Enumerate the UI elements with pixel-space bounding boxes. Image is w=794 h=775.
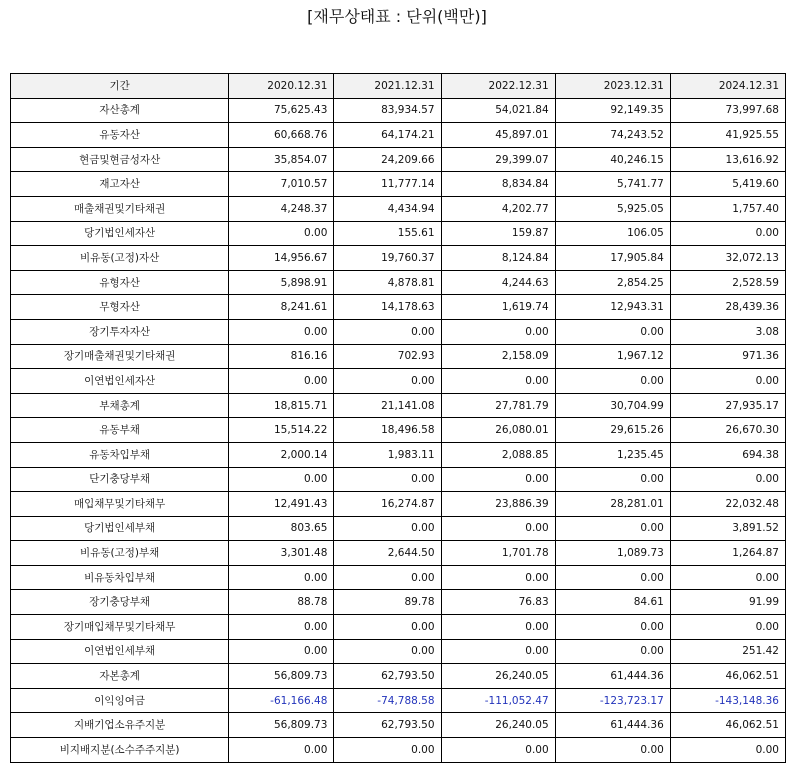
row-label: 이익잉여금	[11, 688, 229, 713]
value-cell: 4,248.37	[229, 196, 334, 221]
value-cell: 816.16	[229, 344, 334, 369]
row-label: 비유동(고정)부채	[11, 541, 229, 566]
value-cell: 971.36	[670, 344, 785, 369]
value-cell: 88.78	[229, 590, 334, 615]
value-cell: 74,243.52	[555, 123, 670, 148]
value-cell: 29,615.26	[555, 418, 670, 443]
row-label: 자본총계	[11, 664, 229, 689]
value-cell: 0.00	[670, 615, 785, 640]
value-cell: 32,072.13	[670, 246, 785, 271]
value-cell: 8,834.84	[441, 172, 555, 197]
value-cell: 3,301.48	[229, 541, 334, 566]
value-cell: 0.00	[441, 516, 555, 541]
value-cell: 1,757.40	[670, 196, 785, 221]
value-cell: 0.00	[555, 369, 670, 394]
value-cell: 251.42	[670, 639, 785, 664]
value-cell: 2,644.50	[334, 541, 441, 566]
value-cell: 1,235.45	[555, 442, 670, 467]
table-row	[11, 319, 786, 344]
value-cell: 8,124.84	[441, 246, 555, 271]
header-year: 2023.12.31	[555, 74, 670, 99]
value-cell: 23,886.39	[441, 492, 555, 517]
value-cell: 0.00	[229, 738, 334, 763]
value-cell: 0.00	[441, 738, 555, 763]
value-cell: 694.38	[670, 442, 785, 467]
value-cell: 3,891.52	[670, 516, 785, 541]
value-cell: 0.00	[441, 565, 555, 590]
value-cell: 26,240.05	[441, 664, 555, 689]
row-label: 장기투자자산	[11, 319, 229, 344]
value-cell: 2,528.59	[670, 270, 785, 295]
row-label: 장기매출채권및기타채권	[11, 344, 229, 369]
value-cell: 0.00	[229, 639, 334, 664]
value-cell: 91.99	[670, 590, 785, 615]
value-cell: 1,983.11	[334, 442, 441, 467]
table-row	[11, 147, 786, 172]
value-cell: 12,491.43	[229, 492, 334, 517]
value-cell: 155.61	[334, 221, 441, 246]
value-cell: 0.00	[334, 639, 441, 664]
table-row	[11, 639, 786, 664]
value-cell: 26,240.05	[441, 713, 555, 738]
row-label: 지배기업소유주지분	[11, 713, 229, 738]
row-label: 매입채무및기타채무	[11, 492, 229, 517]
value-cell: 0.00	[555, 615, 670, 640]
value-cell: 0.00	[670, 467, 785, 492]
table-row	[11, 664, 786, 689]
value-cell: 76.83	[441, 590, 555, 615]
value-cell: 2,000.14	[229, 442, 334, 467]
header-year: 2024.12.31	[670, 74, 785, 99]
value-cell: 28,281.01	[555, 492, 670, 517]
table-row	[11, 713, 786, 738]
value-cell: 62,793.50	[334, 713, 441, 738]
value-cell: 73,997.68	[670, 98, 785, 123]
value-cell: 0.00	[229, 221, 334, 246]
value-cell: 0.00	[670, 565, 785, 590]
table-row	[11, 123, 786, 148]
value-cell: 89.78	[334, 590, 441, 615]
value-cell: 0.00	[229, 369, 334, 394]
table-row	[11, 615, 786, 640]
value-cell: 4,202.77	[441, 196, 555, 221]
value-cell: 0.00	[334, 369, 441, 394]
value-cell: 64,174.21	[334, 123, 441, 148]
value-cell: 5,925.05	[555, 196, 670, 221]
value-cell: 54,021.84	[441, 98, 555, 123]
value-cell: 2,158.09	[441, 344, 555, 369]
value-cell: 41,925.55	[670, 123, 785, 148]
row-label: 재고자산	[11, 172, 229, 197]
value-cell: 56,809.73	[229, 713, 334, 738]
value-cell: 1,089.73	[555, 541, 670, 566]
table-row	[11, 369, 786, 394]
table-row	[11, 442, 786, 467]
value-cell: 16,274.87	[334, 492, 441, 517]
table-row	[11, 270, 786, 295]
table-row	[11, 196, 786, 221]
value-cell: 17,905.84	[555, 246, 670, 271]
value-cell: 0.00	[441, 369, 555, 394]
value-cell: 0.00	[334, 738, 441, 763]
value-cell: -123,723.17	[555, 688, 670, 713]
value-cell: 92,149.35	[555, 98, 670, 123]
table-row	[11, 344, 786, 369]
row-label: 비유동(고정)자산	[11, 246, 229, 271]
value-cell: 61,444.36	[555, 713, 670, 738]
table-row	[11, 516, 786, 541]
value-cell: 27,781.79	[441, 393, 555, 418]
row-label: 비유동차입부채	[11, 565, 229, 590]
value-cell: 0.00	[334, 467, 441, 492]
row-label: 유동자산	[11, 123, 229, 148]
value-cell: 1,264.87	[670, 541, 785, 566]
value-cell: 21,141.08	[334, 393, 441, 418]
value-cell: 0.00	[555, 516, 670, 541]
row-label: 당기법인세자산	[11, 221, 229, 246]
table-row	[11, 393, 786, 418]
value-cell: 106.05	[555, 221, 670, 246]
value-cell: 803.65	[229, 516, 334, 541]
value-cell: 22,032.48	[670, 492, 785, 517]
value-cell: 1,967.12	[555, 344, 670, 369]
value-cell: 46,062.51	[670, 664, 785, 689]
value-cell: 0.00	[334, 615, 441, 640]
value-cell: 84.61	[555, 590, 670, 615]
row-label: 매출채권및기타채권	[11, 196, 229, 221]
table-header-row	[11, 74, 786, 99]
value-cell: 35,854.07	[229, 147, 334, 172]
value-cell: 11,777.14	[334, 172, 441, 197]
value-cell: 56,809.73	[229, 664, 334, 689]
value-cell: 62,793.50	[334, 664, 441, 689]
value-cell: 0.00	[334, 565, 441, 590]
value-cell: 0.00	[334, 319, 441, 344]
row-label: 장기충당부채	[11, 590, 229, 615]
value-cell: 26,670.30	[670, 418, 785, 443]
row-label: 부채총계	[11, 393, 229, 418]
value-cell: -143,148.36	[670, 688, 785, 713]
value-cell: 83,934.57	[334, 98, 441, 123]
header-period-label: 기간	[11, 74, 229, 99]
value-cell: 45,897.01	[441, 123, 555, 148]
value-cell: 5,419.60	[670, 172, 785, 197]
value-cell: 46,062.51	[670, 713, 785, 738]
table-row	[11, 418, 786, 443]
value-cell: 75,625.43	[229, 98, 334, 123]
value-cell: 18,496.58	[334, 418, 441, 443]
table-row	[11, 221, 786, 246]
value-cell: 4,434.94	[334, 196, 441, 221]
value-cell: 0.00	[229, 615, 334, 640]
value-cell: 0.00	[441, 615, 555, 640]
row-label: 현금및현금성자산	[11, 147, 229, 172]
value-cell: 0.00	[229, 565, 334, 590]
value-cell: 2,854.25	[555, 270, 670, 295]
value-cell: 0.00	[555, 319, 670, 344]
row-label: 단기충당부채	[11, 467, 229, 492]
row-label: 유동부채	[11, 418, 229, 443]
value-cell: 15,514.22	[229, 418, 334, 443]
value-cell: 0.00	[334, 516, 441, 541]
row-label: 당기법인세부채	[11, 516, 229, 541]
value-cell: 4,244.63	[441, 270, 555, 295]
table-row	[11, 492, 786, 517]
row-label: 자산총계	[11, 98, 229, 123]
value-cell: 24,209.66	[334, 147, 441, 172]
value-cell: 0.00	[229, 319, 334, 344]
value-cell: 13,616.92	[670, 147, 785, 172]
value-cell: 14,178.63	[334, 295, 441, 320]
value-cell: 0.00	[670, 738, 785, 763]
table-row	[11, 172, 786, 197]
value-cell: 30,704.99	[555, 393, 670, 418]
row-label: 이연법인세자산	[11, 369, 229, 394]
value-cell: 28,439.36	[670, 295, 785, 320]
value-cell: 40,246.15	[555, 147, 670, 172]
value-cell: 29,399.07	[441, 147, 555, 172]
table-row	[11, 590, 786, 615]
value-cell: 8,241.61	[229, 295, 334, 320]
value-cell: 3.08	[670, 319, 785, 344]
value-cell: -74,788.58	[334, 688, 441, 713]
row-label: 비지배지분(소수주주지분)	[11, 738, 229, 763]
row-label: 무형자산	[11, 295, 229, 320]
value-cell: 0.00	[555, 467, 670, 492]
table-row	[11, 98, 786, 123]
table-row	[11, 688, 786, 713]
value-cell: 12,943.31	[555, 295, 670, 320]
header-year: 2021.12.31	[334, 74, 441, 99]
value-cell: -61,166.48	[229, 688, 334, 713]
value-cell: 0.00	[229, 467, 334, 492]
value-cell: 0.00	[555, 738, 670, 763]
value-cell: 27,935.17	[670, 393, 785, 418]
value-cell: 1,619.74	[441, 295, 555, 320]
value-cell: 0.00	[441, 319, 555, 344]
financial-statement-table	[10, 73, 786, 763]
value-cell: 0.00	[555, 565, 670, 590]
value-cell: 1,701.78	[441, 541, 555, 566]
page-title: [재무상태표 : 단위(백만)]	[307, 7, 487, 26]
value-cell: 702.93	[334, 344, 441, 369]
value-cell: 159.87	[441, 221, 555, 246]
value-cell: 61,444.36	[555, 664, 670, 689]
value-cell: 2,088.85	[441, 442, 555, 467]
row-label: 유형자산	[11, 270, 229, 295]
table-row	[11, 541, 786, 566]
row-label: 유동차입부채	[11, 442, 229, 467]
value-cell: 14,956.67	[229, 246, 334, 271]
value-cell: 5,898.91	[229, 270, 334, 295]
value-cell: 0.00	[441, 467, 555, 492]
table-row	[11, 467, 786, 492]
value-cell: 60,668.76	[229, 123, 334, 148]
value-cell: 4,878.81	[334, 270, 441, 295]
table-row	[11, 246, 786, 271]
header-year: 2020.12.31	[229, 74, 334, 99]
row-label: 이연법인세부채	[11, 639, 229, 664]
value-cell: 0.00	[670, 221, 785, 246]
value-cell: 26,080.01	[441, 418, 555, 443]
value-cell: 7,010.57	[229, 172, 334, 197]
value-cell: 0.00	[670, 369, 785, 394]
table-row	[11, 738, 786, 763]
value-cell: -111,052.47	[441, 688, 555, 713]
row-label: 장기매입채무및기타채무	[11, 615, 229, 640]
value-cell: 19,760.37	[334, 246, 441, 271]
header-year: 2022.12.31	[441, 74, 555, 99]
value-cell: 5,741.77	[555, 172, 670, 197]
value-cell: 0.00	[441, 639, 555, 664]
value-cell: 0.00	[555, 639, 670, 664]
value-cell: 18,815.71	[229, 393, 334, 418]
table-row	[11, 565, 786, 590]
table-row	[11, 295, 786, 320]
